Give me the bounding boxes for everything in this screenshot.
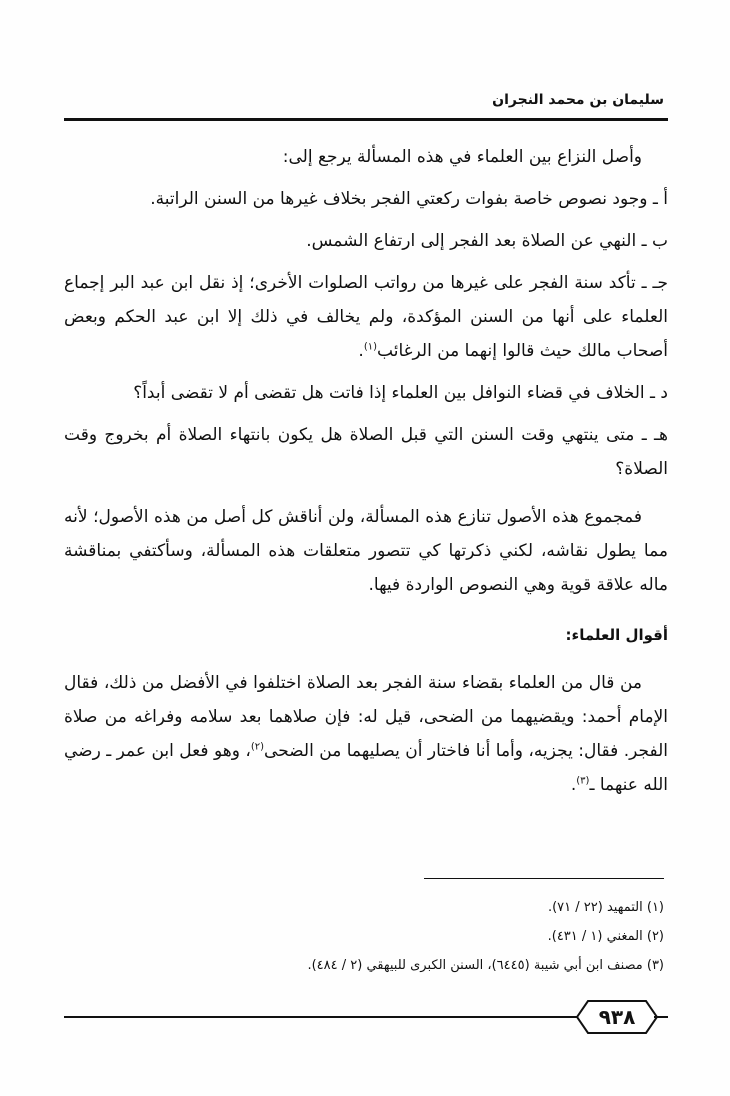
point-alef: أ ـ وجود نصوص خاصة بفوات ركعتي الفجر بخلاف غيرها من السنن الراتبة.	[150, 189, 668, 209]
footnote-ref-2: (٢)	[250, 741, 265, 753]
summary-paragraph: فمجموع هذه الأصول تنازع هذه المسألة، ولن أناقش كل أصل من هذه الأصول؛ لأنه مما يطول نقاشه، لكني ذكرتها كي تتصور متعلقات هذه المسألة، وسأكتفي بمناقشة ماله علاقة قوية وهي النصوص الواردة فيها.	[64, 507, 668, 595]
footnote-1: (١) التمهيد (٢٢ / ٧١).	[547, 900, 664, 915]
scholars-text-2: ، وهو فعل ابن عمر ـ رضي الله عنهما ـ	[64, 741, 668, 795]
footnote-ref-1: (١)	[363, 341, 378, 353]
section-heading: أقوال العلماء:	[565, 626, 668, 644]
intro-paragraph: وأصل النزاع بين العلماء في هذه المسألة يرجع إلى:	[282, 147, 642, 167]
footer-rule-right	[654, 1016, 668, 1018]
point-ba: ب ـ النهي عن الصلاة بعد الفجر إلى ارتفاع الشمس.	[306, 231, 668, 251]
header-divider	[64, 118, 668, 121]
footnotes	[64, 893, 664, 980]
point-dal: د ـ الخلاف في قضاء النوافل بين العلماء إذا فاتت هل تقضى أم لا تقضى أبداً؟	[133, 383, 668, 403]
footnote-ref-3: (٣)	[576, 775, 590, 787]
page-number: ٩٣٨	[598, 1005, 636, 1029]
footer-rule-left	[64, 1016, 580, 1018]
page-footer	[64, 1000, 668, 1036]
scholars-paragraph	[64, 666, 668, 802]
footnote-2: (٢) المغني (١ / ٤٣١).	[547, 929, 664, 944]
page-number-badge	[576, 1000, 658, 1034]
main-text	[64, 140, 668, 802]
running-header-author: سليمان بن محمد النجران	[492, 92, 664, 108]
footnote-3: (٣) مصنف ابن أبي شيبة (٦٤٤٥)، السنن الكبرى للبيهقي (٢ / ٤٨٤).	[307, 958, 664, 973]
scholars-text-1: من قال من العلماء بقضاء سنة الفجر بعد الصلاة اختلفوا في الأفضل من ذلك، فقال الإمام أحمد: ويقضيهما من الضحى، قيل له: فإن صلاهما بعد سلامه وفراغه من صلاة الفجر. فقال: يجزيه، وأما أنا فاختار أن يصليهما من الضحى	[64, 673, 668, 761]
point-jim-end: .	[358, 341, 364, 361]
footnote-divider	[424, 878, 664, 879]
point-jim-text: جـ ـ تأكد سنة الفجر على غيرها من رواتب الصلوات الأخرى؛ إذ نقل ابن عبد البر إجماع العلماء على أنها من السنن المؤكدة، ولم يخالف في ذلك إلا ابن عبد الحكم وبعض أصحاب مالك حيث قالوا إنهما من الرغائب	[64, 273, 668, 361]
point-ha: هـ ـ متى ينتهي وقت السنن التي قبل الصلاة هل يكون بانتهاء الصلاة أم بخروج وقت الصلاة؟	[64, 425, 668, 479]
point-jim	[64, 266, 668, 368]
scholars-text-end: .	[570, 775, 577, 795]
